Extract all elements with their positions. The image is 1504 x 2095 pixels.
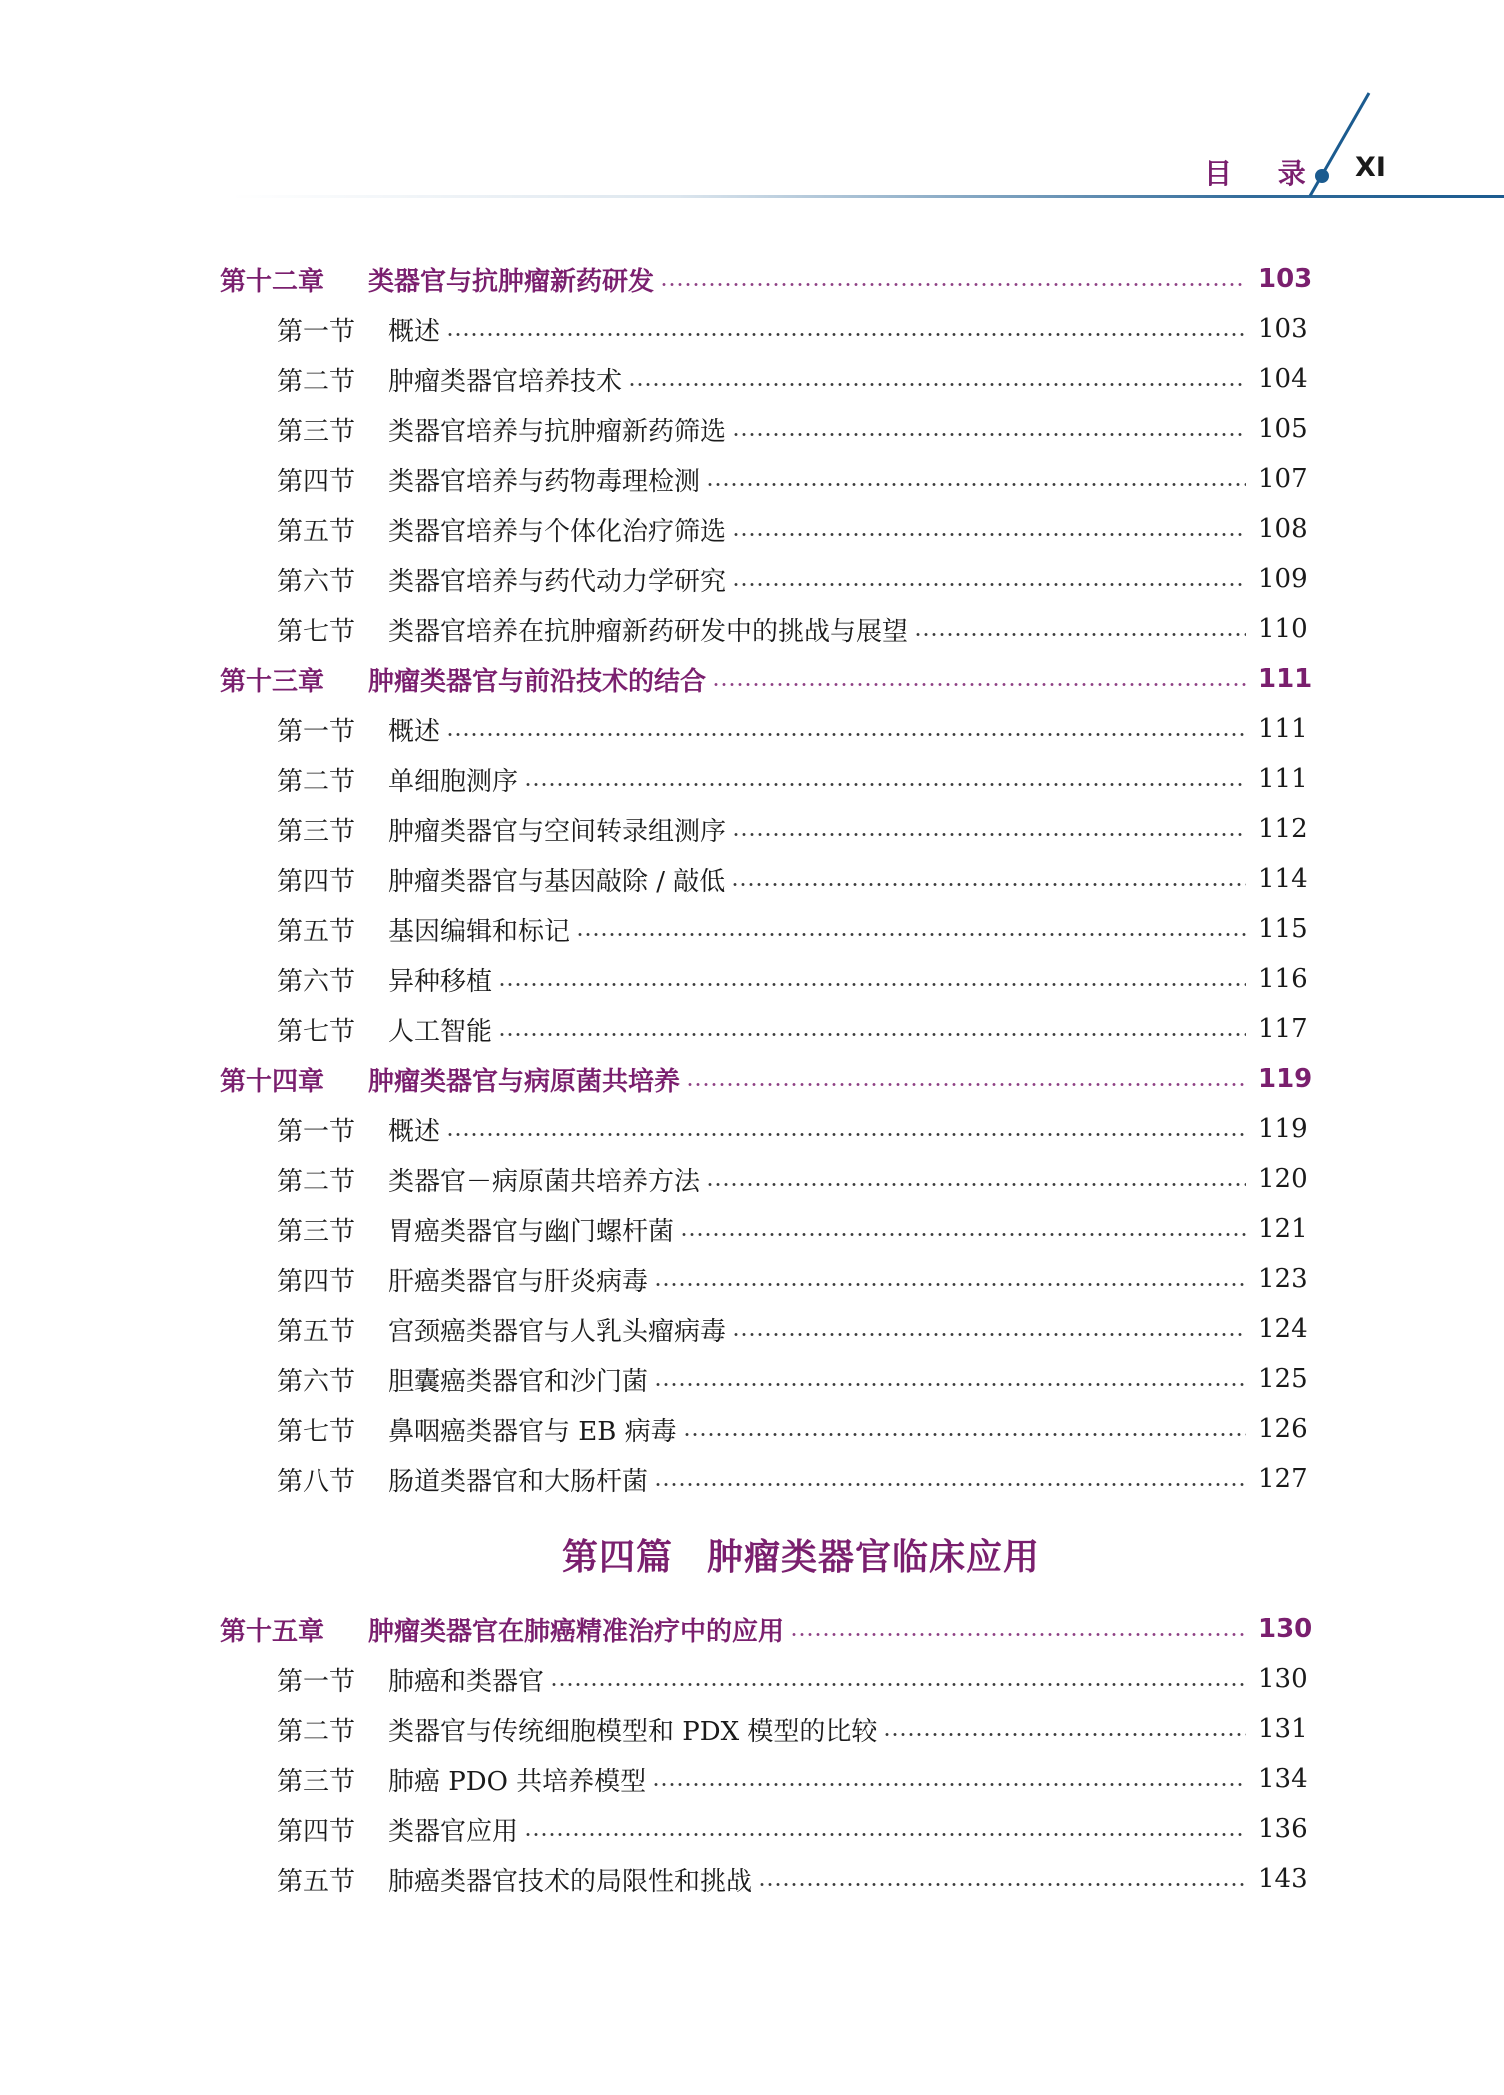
toc-entry-label: 第四节 — [277, 466, 356, 497]
toc-entry-title: 类器官与传统细胞模型和 PDX 模型的比较 — [388, 1716, 878, 1747]
toc-entry-title: 概述 — [388, 1116, 441, 1147]
toc-entry-page: 115 — [1258, 914, 1308, 944]
toc-leader-dots — [732, 433, 1246, 436]
toc-leader-dots — [524, 783, 1246, 786]
toc-entry-title: 肺癌 PDO 共培养模型 — [388, 1766, 647, 1797]
toc-entry-page: 120 — [1258, 1164, 1308, 1194]
toc-entry-page: 104 — [1258, 364, 1308, 394]
part-title-text: 肿瘤类器官临床应用 — [707, 1536, 1041, 1578]
toc-leader-dots — [654, 1283, 1246, 1286]
toc-leader-dots — [712, 683, 1246, 686]
toc-block-part3 — [220, 254, 1313, 1504]
toc-entry-label: 第一节 — [277, 716, 356, 747]
toc-leader-dots — [706, 483, 1246, 486]
toc-entry-page: 105 — [1258, 414, 1308, 444]
toc-section-row[interactable] — [220, 1254, 1308, 1304]
toc-section-row[interactable] — [220, 404, 1308, 454]
toc-entry-label: 第七节 — [277, 1016, 356, 1047]
toc-entry-label: 第八节 — [277, 1466, 356, 1497]
toc-leader-dots — [731, 883, 1246, 886]
toc-entry-page: 116 — [1258, 964, 1308, 994]
toc-entry-title: 类器官培养与抗肿瘤新药筛选 — [388, 416, 727, 447]
toc-section-row[interactable] — [220, 954, 1308, 1004]
toc-entry-title: 肿瘤类器官与病原菌共培养 — [368, 1066, 681, 1097]
toc-entry-label: 第三节 — [277, 416, 356, 447]
toc-section-row[interactable] — [220, 1754, 1308, 1804]
toc-leader-dots — [654, 1383, 1246, 1386]
toc-entry-label: 第十四章 — [220, 1066, 325, 1097]
toc-section-row[interactable] — [220, 1454, 1308, 1504]
toc-section-row[interactable] — [220, 604, 1308, 654]
toc-entry-page: 119 — [1258, 1064, 1313, 1094]
toc-leader-dots — [883, 1733, 1246, 1736]
toc-entry-page: 109 — [1258, 564, 1308, 594]
part-label: 第四篇 — [561, 1536, 673, 1578]
toc-section-row[interactable] — [220, 1854, 1308, 1904]
toc-entry-title: 类器官培养与个体化治疗筛选 — [388, 516, 727, 547]
toc-entry-page: 123 — [1258, 1264, 1308, 1294]
toc-leader-dots — [524, 1833, 1246, 1836]
toc-entry-page: 119 — [1258, 1114, 1308, 1144]
toc-leader-dots — [654, 1483, 1246, 1486]
toc-entry-label: 第三节 — [277, 1216, 356, 1247]
toc-section-row[interactable] — [220, 1154, 1308, 1204]
toc-leader-dots — [628, 383, 1246, 386]
toc-chapter-row[interactable] — [220, 254, 1313, 304]
toc-section-row[interactable] — [220, 1304, 1308, 1354]
toc-entry-label: 第五节 — [277, 516, 356, 547]
toc-entry-page: 117 — [1258, 1014, 1308, 1044]
toc-entry-label: 第五节 — [277, 1866, 356, 1897]
toc-section-row[interactable] — [220, 354, 1308, 404]
toc-entry-label: 第七节 — [277, 616, 356, 647]
toc-entry-label: 第十五章 — [220, 1616, 325, 1647]
toc-entry-title: 类器官培养与药物毒理检测 — [388, 466, 701, 497]
toc-section-row[interactable] — [220, 754, 1308, 804]
toc-entry-title: 肿瘤类器官与空间转录组测序 — [388, 816, 727, 847]
toc-entry-title: 肿瘤类器官培养技术 — [388, 366, 623, 397]
toc-section-row[interactable] — [220, 554, 1308, 604]
toc-entry-label: 第五节 — [277, 916, 356, 947]
toc-entry-label: 第二节 — [277, 1716, 356, 1747]
toc-entry-title: 类器官－病原菌共培养方法 — [388, 1166, 701, 1197]
toc-entry-label: 第六节 — [277, 566, 356, 597]
toc-leader-dots — [680, 1233, 1246, 1236]
toc-entry-page: 134 — [1258, 1764, 1308, 1794]
toc-entry-title: 胆囊癌类器官和沙门菌 — [388, 1366, 649, 1397]
toc-leader-dots — [732, 1333, 1246, 1336]
page-number: XI — [1355, 152, 1386, 183]
running-header-title: 目 录 — [1204, 157, 1324, 190]
header-rule — [230, 195, 1504, 198]
toc-section-row[interactable] — [220, 1704, 1308, 1754]
toc-block-part4 — [220, 1604, 1313, 1904]
toc-section-row[interactable] — [220, 854, 1308, 904]
toc-leader-dots — [758, 1883, 1246, 1886]
toc-entry-label: 第六节 — [277, 966, 356, 997]
toc-leader-dots — [446, 1133, 1246, 1136]
toc-entry-page: 136 — [1258, 1814, 1308, 1844]
toc-entry-page: 110 — [1258, 614, 1308, 644]
toc-entry-page: 111 — [1258, 664, 1313, 694]
toc-entry-page: 130 — [1258, 1664, 1308, 1694]
toc-entry-title: 单细胞测序 — [388, 766, 519, 797]
toc-leader-dots — [732, 833, 1246, 836]
toc-entry-title: 类器官与抗肿瘤新药研发 — [368, 266, 655, 297]
toc-entry-page: 111 — [1258, 764, 1308, 794]
toc-entry-label: 第四节 — [277, 1816, 356, 1847]
toc-entry-page: 112 — [1258, 814, 1308, 844]
toc-section-row[interactable] — [220, 904, 1308, 954]
toc-leader-dots — [914, 633, 1246, 636]
toc-leader-dots — [446, 733, 1246, 736]
toc-entry-page: 103 — [1258, 314, 1308, 344]
toc-entry-label: 第四节 — [277, 866, 356, 897]
toc-entry-title: 异种移植 — [388, 966, 493, 997]
toc-entry-label: 第一节 — [277, 1116, 356, 1147]
toc-entry-page: 107 — [1258, 464, 1308, 494]
toc-leader-dots — [652, 1783, 1246, 1786]
toc-leader-dots — [732, 583, 1246, 586]
toc-chapter-row[interactable] — [220, 654, 1313, 704]
toc-entry-title: 概述 — [388, 316, 441, 347]
toc-entry-title: 肿瘤类器官在肺癌精准治疗中的应用 — [368, 1616, 785, 1647]
toc-entry-title: 肠道类器官和大肠杆菌 — [388, 1466, 649, 1497]
toc-entry-page: 114 — [1258, 864, 1308, 894]
toc-section-row[interactable] — [220, 1404, 1308, 1454]
toc-section-row[interactable] — [220, 1354, 1308, 1404]
toc-leader-dots — [732, 533, 1246, 536]
toc-entry-title: 肿瘤类器官与基因敲除 / 敲低 — [388, 866, 726, 897]
toc-leader-dots — [446, 333, 1246, 336]
toc-section-row[interactable] — [220, 704, 1308, 754]
toc-entry-label: 第一节 — [277, 1666, 356, 1697]
toc-entry-label: 第五节 — [277, 1316, 356, 1347]
toc-leader-dots — [790, 1633, 1246, 1636]
toc-entry-title: 宫颈癌类器官与人乳头瘤病毒 — [388, 1316, 727, 1347]
toc-leader-dots — [498, 1033, 1246, 1036]
toc-entry-label: 第三节 — [277, 1766, 356, 1797]
toc-leader-dots — [686, 1083, 1246, 1086]
toc-entry-title: 肺癌类器官技术的局限性和挑战 — [388, 1866, 753, 1897]
toc-entry-title: 人工智能 — [388, 1016, 493, 1047]
toc-entry-label: 第二节 — [277, 1166, 356, 1197]
toc-entry-title: 胃癌类器官与幽门螺杆菌 — [388, 1216, 675, 1247]
toc-entry-page: 131 — [1258, 1714, 1308, 1744]
toc-entry-label: 第二节 — [277, 366, 356, 397]
toc-section-row[interactable] — [220, 1804, 1308, 1854]
toc-entry-page: 111 — [1258, 714, 1308, 744]
toc-chapter-row[interactable] — [220, 1604, 1313, 1654]
toc-entry-title: 概述 — [388, 716, 441, 747]
toc-entry-title: 类器官培养与药代动力学研究 — [388, 566, 727, 597]
toc-entry-page: 108 — [1258, 514, 1308, 544]
toc-section-row[interactable] — [220, 1654, 1308, 1704]
toc-leader-dots — [550, 1683, 1246, 1686]
toc-section-row[interactable] — [220, 1004, 1308, 1054]
toc-entry-label: 第一节 — [277, 316, 356, 347]
toc-entry-title: 类器官应用 — [388, 1816, 519, 1847]
toc-entry-label: 第三节 — [277, 816, 356, 847]
toc-entry-title: 基因编辑和标记 — [388, 916, 571, 947]
toc-entry-page: 126 — [1258, 1414, 1308, 1444]
toc-entry-title: 肺癌和类器官 — [388, 1666, 545, 1697]
toc-section-row[interactable] — [220, 504, 1308, 554]
toc-leader-dots — [660, 283, 1246, 286]
toc-section-row[interactable] — [220, 804, 1308, 854]
toc-entry-label: 第二节 — [277, 766, 356, 797]
toc-entry-title: 鼻咽癌类器官与 EB 病毒 — [388, 1416, 677, 1447]
toc-entry-title: 肝癌类器官与肝炎病毒 — [388, 1266, 649, 1297]
toc-entry-page: 125 — [1258, 1364, 1308, 1394]
toc-leader-dots — [683, 1433, 1246, 1436]
toc-entry-label: 第四节 — [277, 1266, 356, 1297]
toc-entry-page: 130 — [1258, 1614, 1313, 1644]
toc-leader-dots — [576, 933, 1246, 936]
toc-chapter-row[interactable] — [220, 1054, 1313, 1104]
toc-entry-title: 类器官培养在抗肿瘤新药研发中的挑战与展望 — [388, 616, 909, 647]
toc-entry-label: 第十二章 — [220, 266, 325, 297]
toc-entry-page: 127 — [1258, 1464, 1308, 1494]
toc-section-row[interactable] — [220, 304, 1308, 354]
toc-section-row[interactable] — [220, 454, 1308, 504]
toc-entry-label: 第七节 — [277, 1416, 356, 1447]
part-heading — [220, 1504, 1302, 1604]
toc-leader-dots — [706, 1183, 1246, 1186]
toc-entry-page: 121 — [1258, 1214, 1308, 1244]
toc-section-row[interactable] — [220, 1204, 1308, 1254]
table-of-contents — [220, 254, 1313, 1904]
toc-entry-page: 124 — [1258, 1314, 1308, 1344]
toc-entry-page: 103 — [1258, 264, 1313, 294]
toc-entry-label: 第六节 — [277, 1366, 356, 1397]
toc-entry-label: 第十三章 — [220, 666, 325, 697]
toc-section-row[interactable] — [220, 1104, 1308, 1154]
toc-entry-title: 肿瘤类器官与前沿技术的结合 — [368, 666, 707, 697]
toc-leader-dots — [498, 983, 1246, 986]
toc-entry-page: 143 — [1258, 1864, 1308, 1894]
